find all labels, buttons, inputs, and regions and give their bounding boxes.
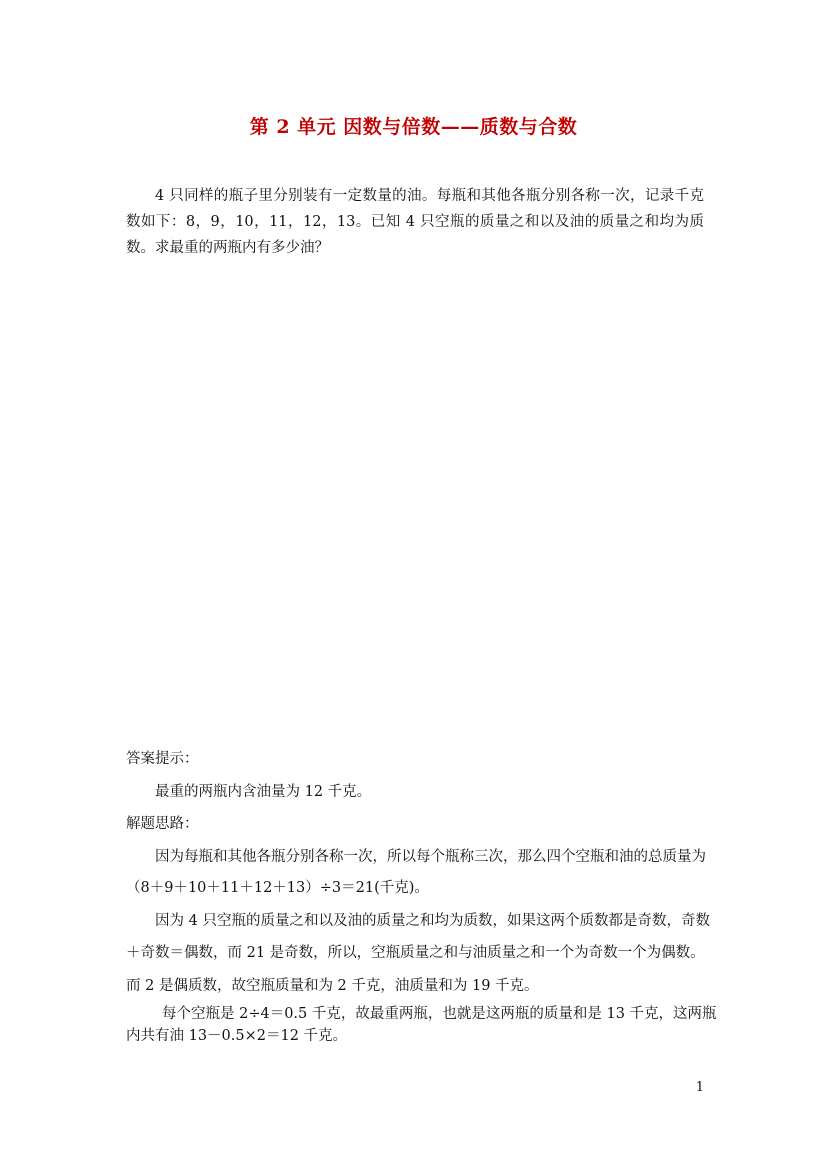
solution-line: 每个空瓶是 2÷4＝0.5 千克，故最重两瓶，也就是这两瓶的质量和是 13 千克，这两瓶 xyxy=(162,1006,717,1022)
answer-heading: 答案提示： xyxy=(126,751,199,767)
solution-line: （8＋9＋10＋11＋12＋13）÷3＝21(千克)。 xyxy=(126,880,429,896)
solution-line: ＋奇数＝偶数，而 21 是奇数，所以，空瓶质量之和与油质量之和一个为奇数一个为偶数。 xyxy=(126,945,705,961)
page-number: 1 xyxy=(695,1080,704,1095)
solution-heading: 解题思路： xyxy=(126,816,199,832)
problem-statement xyxy=(126,183,704,261)
solution-line: 而 2 是偶质数，故空瓶质量和为 2 千克，油质量和为 19 千克。 xyxy=(126,978,539,994)
solution-line: 因为 4 只空瓶的质量之和以及油的质量之和均为质数，如果这两个质数都是奇数，奇数 xyxy=(155,913,710,929)
page-title: 第 2 单元 因数与倍数——质数与合数 xyxy=(249,116,578,138)
answer-text: 最重的两瓶内含油量为 12 千克。 xyxy=(155,784,372,800)
solution-line: 因为每瓶和其他各瓶分别各称一次，所以每个瓶称三次，那么四个空瓶和油的总质量为 xyxy=(155,849,706,865)
problem-text: 4 只同样的瓶子里分别装有一定数量的油。每瓶和其他各瓶分别各称一次，记录千克数如下：8，9，10，11，12，13。已知 4 只空瓶的质量之和以及油的质量之和均为质数。求最重的两瓶内有多少油？ xyxy=(126,188,704,256)
solution-line: 内共有油 13－0.5×2＝12 千克。 xyxy=(126,1028,348,1044)
